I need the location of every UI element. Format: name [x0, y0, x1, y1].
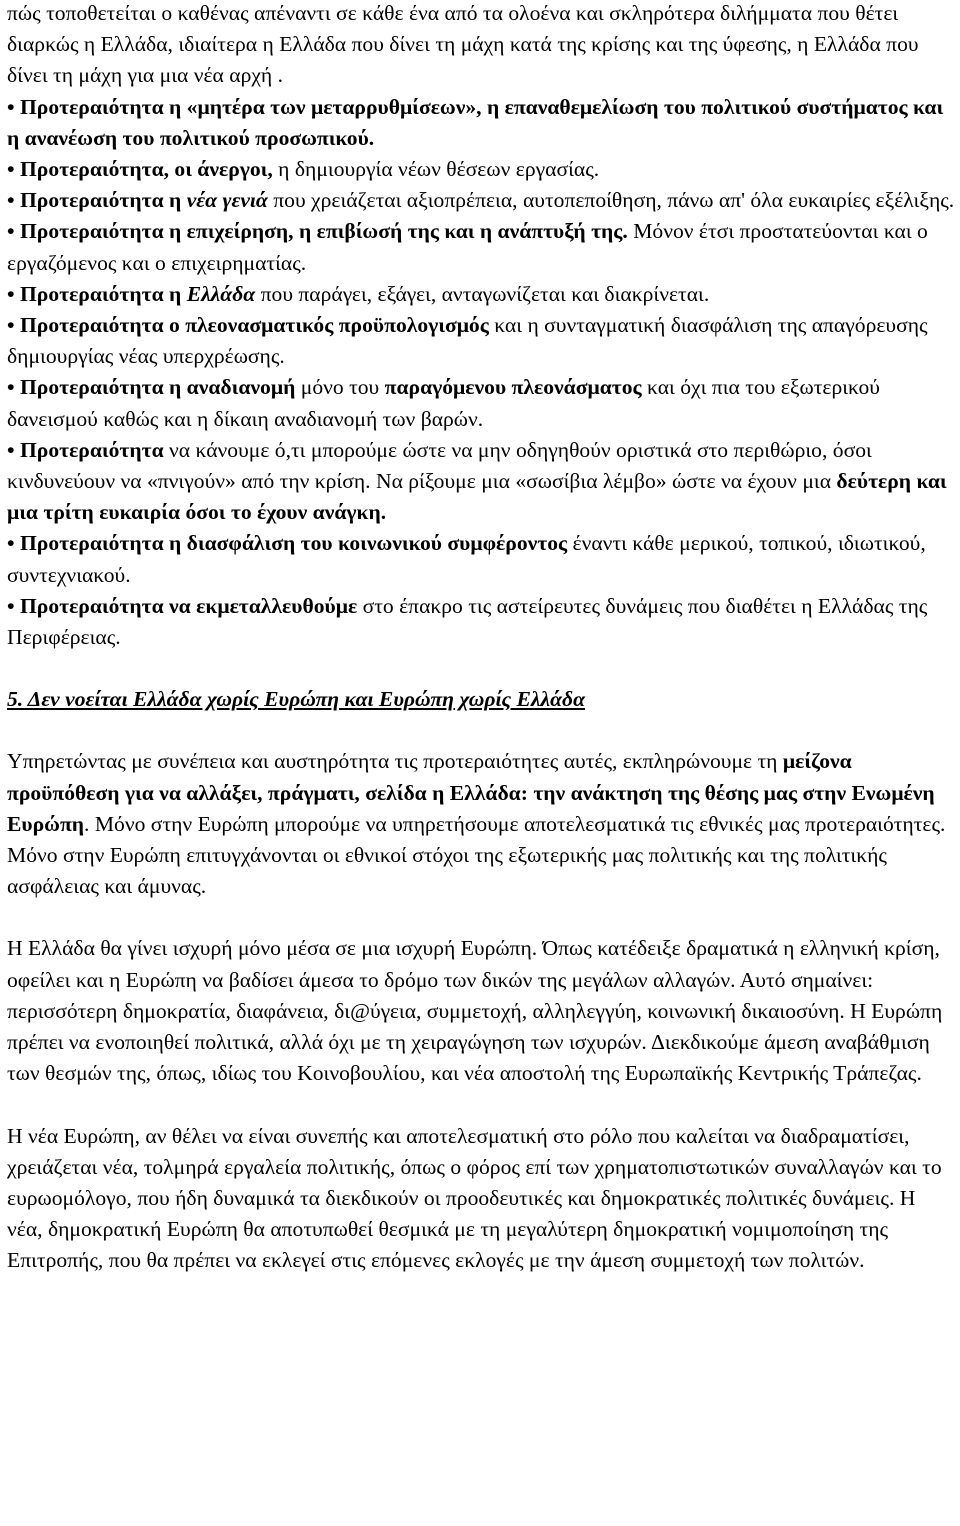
bullet-icon: • [7, 94, 15, 119]
section-heading: 5. Δεν νοείται Ελλάδα χωρίς Ευρώπη και Ευρώπη χωρίς Ελλάδα [7, 687, 586, 712]
bullet-text: στο έπακρο τις αστείρευτες δυνάμεις που διαθέτει η Ελλάδας της Περιφέρειας. [7, 593, 928, 650]
bullet-bold-text: Προτεραιότητα η «μητέρα των μεταρρυθμίσεων», η επαναθεμελίωση του πολιτικού συστήματος και η ανανέωση του πολιτικού προσωπικού. [7, 94, 944, 150]
bullet-icon: • [7, 593, 15, 618]
document-page [7, 0, 955, 1277]
bullet-bold-italic-text: νέα γενιά [186, 188, 268, 213]
bullet-text: που παράγει, εξάγει, ανταγωνίζεται και διακρίνεται. [255, 281, 710, 306]
paragraph-text-2: . Μόνο στην Ευρώπη μπορούμε να υπηρετήσουμε αποτελεσματικά τις εθνικές μας προτεραιότητες. Μόνο στην Ευρώπη επιτυγχάνονται οι εθνικοί στόχοι της εξωτερικής μας πολιτικής και της πολιτικής ασφάλειας και άμυνας. [7, 811, 946, 899]
bullet-item-4 [7, 216, 955, 278]
bullet-bold-text: Προτεραιότητα η επιχείρηση, η επιβίωσή της και η ανάπτυξή της. [19, 219, 628, 244]
bullet-bold-text: Προτεραιότητα η [19, 281, 187, 306]
bullet-item-9 [7, 528, 955, 590]
bullet-text: που χρειάζεται αξιοπρέπεια, αυτοπεποίθηση, πάνω απ' όλα ευκαιρίες εξέλιξης. [267, 188, 955, 213]
bullet-item-1 [7, 92, 955, 154]
bullet-icon: • [7, 531, 15, 556]
bullet-bold-text: Προτεραιότητα η αναδιανομή [19, 375, 296, 400]
spacer [7, 715, 955, 746]
bullet-item-2 [7, 154, 955, 185]
bullet-text: να κάνουμε ό,τι μπορούμε ώστε να μην οδηγηθούν οριστικά στο περιθώριο, όσοι κινδυνεύουν να «πνιγούν» από την κρίση. Να ρίξουμε μια «σωσίβια λέμβο» ώστε να έχουν μια [7, 437, 872, 494]
bullet-icon: • [7, 281, 15, 306]
bullet-bold-text: Προτεραιότητα [19, 437, 164, 462]
bullet-bold-italic-text: Ελλάδα [186, 281, 256, 306]
bullet-bold-text: Προτεραιότητα ο πλεονασματικός προϋπολογισμός [19, 313, 489, 338]
bullet-text: μόνο του [295, 375, 385, 400]
bullet-icon: • [7, 437, 15, 462]
bullet-text: η δημιουργία νέων θέσεων εργασίας. [272, 157, 600, 182]
bullet-item-6 [7, 310, 955, 372]
paragraph-1 [7, 746, 955, 902]
bullet-icon: • [7, 188, 15, 213]
paragraph-text: Υπηρετώντας με συνέπεια και αυστηρότητα τις προτεραιότητες αυτές, εκπληρώνουμε τη [7, 749, 783, 774]
bullet-bold-text: Προτεραιότητα να εκμεταλλευθούμε [19, 593, 358, 618]
bullet-icon: • [7, 313, 15, 338]
bullet-bold-text: Προτεραιότητα η διασφάλιση του κοινωνικού συμφέροντος [19, 531, 568, 556]
bullet-text: και η συνταγματική διασφάλιση της απαγόρευσης δημιουργίας νέας υπερχρέωσης. [7, 313, 928, 369]
paragraph-2: Η Ελλάδα θα γίνει ισχυρή μόνο μέσα σε μια ισχυρή Ευρώπη. Όπως κατέδειξε δραματικά η ελληνική κρίση, οφείλει και η Ευρώπη να βαδίσει άμεσα το δρόμο των δικών της μεγάλων αλλαγών. Αυτό σημαίνει: περισσότερη δημοκρατία, διαφάνεια, δι@ύγεια, συμμετοχή, αλληλεγγύη, κοινωνική δικαιοσύνη. Η Ευρώπη πρέπει να ενοποιηθεί πολιτικά, αλλά όχι με τη χειραγώγηση των ισχυρών. Διεκδικούμε άμεση αναβάθμιση των θεσμών της, όπως, ιδίως του Κοινοβουλίου, και νέα αποστολή της Ευρωπαϊκής Κεντρικής Τράπεζας. [7, 936, 943, 1086]
bullet-item-5 [7, 279, 955, 310]
spacer [7, 653, 955, 684]
bullet-text: έναντι κάθε μερικού, τοπικού, ιδιωτικού, συντεχνιακού. [7, 531, 926, 587]
bullet-bold-text-2: παραγόμενου πλεονάσματος [384, 375, 642, 400]
bullet-icon: • [7, 219, 15, 244]
bullet-bold-text: Προτεραιότητα, οι άνεργοι, [19, 157, 273, 182]
bullet-text-2: και όχι πια του εξωτερικού δανεισμού καθώς και η δίκαιη αναδιανομή των βαρών. [7, 375, 880, 431]
bullet-item-8 [7, 435, 955, 529]
paragraph-3: Η νέα Ευρώπη, αν θέλει να είναι συνεπής και αποτελεσματική στο ρόλο που καλείται να διαδραματίσει, χρειάζεται νέα, τολμηρά εργαλεία πολιτικής, όπως ο φόρος επί των χρηματοπιστωτικών συναλλαγών και το ευρωομόλογο, που ήδη δυναμικά τα διεκδικούν οι προοδευτικές και δημοκρατικές πολιτικές δυνάμεις. Η νέα, δημοκρατική Ευρώπη θα αποτυπωθεί θεσμικά με τη μεγαλύτερη δημοκρατική νομιμοποίηση της Επιτροπής, που θα πρέπει να εκλεγεί στις επόμενες εκλογές με την άμεση συμμετοχή των πολιτών. [7, 1123, 942, 1273]
bullet-item-7 [7, 372, 955, 434]
bullet-bold-text: Προτεραιότητα η [19, 188, 187, 213]
bullet-icon: • [7, 375, 15, 400]
bullet-icon: • [7, 157, 15, 182]
bullet-item-3 [7, 185, 955, 216]
spacer [7, 1090, 955, 1121]
intro-paragraph: πώς τοποθετείται ο καθένας απέναντι σε κάθε ένα από τα ολοένα και σκληρότερα διλήμματα που θέτει διαρκώς η Ελλάδα, ιδιαίτερα η Ελλάδα που δίνει τη μάχη κατά της κρίσης και της ύφεσης, η Ελλάδα που δίνει τη μάχη για μια νέα αρχή . [7, 1, 919, 88]
bullet-bold-text-2: δεύτερη και μια τρίτη ευκαιρία όσοι το έχουν ανάγκη. [7, 469, 947, 525]
bullet-text: Μόνον έτσι προστατεύονται και ο εργαζόμενος και ο επιχειρηματίας. [7, 219, 928, 275]
spacer [7, 902, 955, 933]
bullet-item-10 [7, 591, 955, 653]
paragraph-bold-text: μείζονα προϋπόθεση για να αλλάξει, πράγματι, σελίδα η Ελλάδα: την ανάκτηση της θέσης μας στην Ενωμένη Ευρώπη [7, 749, 935, 836]
